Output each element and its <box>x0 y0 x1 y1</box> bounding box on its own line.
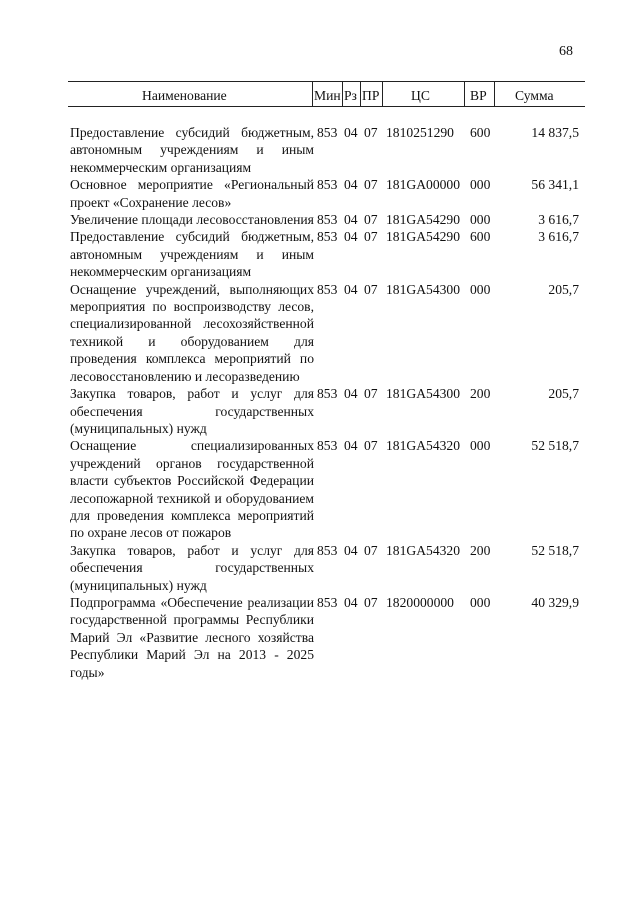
row-min: 853 <box>317 125 338 140</box>
row-pr: 07 <box>364 212 378 228</box>
column-divider <box>342 81 343 107</box>
row-rz: 04 <box>344 438 358 454</box>
row-vr: 200 <box>470 542 491 558</box>
column-divider <box>494 81 495 107</box>
header-cs: ЦС <box>411 88 430 103</box>
row-name: Основное мероприятие «Региональный проект «Сохранение лесов» <box>70 177 314 210</box>
row-min: 853 <box>317 594 338 610</box>
row-min: 853 <box>317 386 338 402</box>
header-vr: ВР <box>470 88 487 103</box>
table-row <box>0 542 639 594</box>
row-rz: 04 <box>344 229 358 245</box>
row-pr: 07 <box>364 281 378 297</box>
table-row <box>0 594 639 681</box>
row-sum: 56 341,1 <box>531 177 579 193</box>
row-pr: 07 <box>364 542 378 558</box>
row-min: 853 <box>317 542 338 558</box>
row-pr: 07 <box>364 229 378 245</box>
row-cs: 181GA54300 <box>386 281 461 297</box>
row-rz: 04 <box>344 594 358 610</box>
row-cs: 181GA54290 <box>386 229 461 245</box>
row-min: 853 <box>317 177 338 193</box>
table-row <box>0 211 639 228</box>
row-pr: 07 <box>364 594 378 610</box>
column-divider <box>312 81 313 107</box>
row-cs: 1810251290 <box>386 125 454 140</box>
row-cs: 181GA00000 <box>386 177 461 193</box>
row-cs: 181GA54300 <box>386 386 461 402</box>
page-number: 68 <box>559 44 573 59</box>
row-vr: 000 <box>470 281 491 297</box>
row-name: Предоставление субсидий бюджетным, автономным учреждениям и иным некоммерческим организациям <box>70 125 314 175</box>
row-pr: 07 <box>364 125 378 140</box>
row-vr: 200 <box>470 386 491 402</box>
row-name: Закупка товаров, работ и услуг для обеспечения государственных (муниципальных) нужд <box>70 386 314 436</box>
row-sum: 40 329,9 <box>531 594 579 610</box>
row-sum: 14 837,5 <box>531 125 579 140</box>
row-name: Оснащение специализированных учреждений органов государственной власти субъектов Российской Федерации лесопожарной техникой и оборудованием для проведения комплекса мероприятий по охране лесов от пожаров <box>70 438 314 541</box>
column-divider <box>360 81 361 107</box>
row-name: Предоставление субсидий бюджетным, автономным учреждениям и иным некоммерческим организациям <box>70 229 314 280</box>
row-name: Подпрограмма «Обеспечение реализации государственной программы Республики Марий Эл «Развитие лесного хозяйства Республики Марий Эл на 2013 - 2025 годы» <box>70 594 314 680</box>
row-pr: 07 <box>364 177 378 193</box>
row-rz: 04 <box>344 212 358 228</box>
header-rz: Рз <box>344 88 357 103</box>
table-row <box>0 124 639 176</box>
row-sum: 3 616,7 <box>538 229 579 245</box>
column-divider <box>464 81 465 107</box>
row-sum: 52 518,7 <box>531 542 579 558</box>
header-min: Мин <box>314 88 341 103</box>
row-min: 853 <box>317 212 338 228</box>
row-vr: 600 <box>470 125 491 140</box>
row-sum: 3 616,7 <box>538 212 579 228</box>
row-sum: 205,7 <box>548 386 579 402</box>
row-name: Закупка товаров, работ и услуг для обеспечения государственных (муниципальных) нужд <box>70 542 314 593</box>
row-sum: 52 518,7 <box>531 438 579 454</box>
row-sum: 205,7 <box>548 281 579 297</box>
row-pr: 07 <box>364 438 378 454</box>
row-rz: 04 <box>344 386 358 402</box>
header-name: Наименование <box>142 88 227 103</box>
table-row <box>0 385 639 437</box>
row-vr: 000 <box>470 438 491 454</box>
row-min: 853 <box>317 281 338 297</box>
row-name: Оснащение учреждений, выполняющих мероприятия по воспроизводству лесов, специализированной лесохозяйственной техникой и оборудованием для проведения комплекса мероприятий по лесовосстановлению и лесоразведению <box>70 281 314 384</box>
table-row <box>0 437 639 541</box>
table-header-bottom-rule <box>68 106 585 107</box>
row-name: Увеличение площади лесовосстановления <box>70 212 314 228</box>
row-vr: 000 <box>470 594 491 610</box>
row-cs: 181GA54290 <box>386 212 461 228</box>
row-min: 853 <box>317 229 338 245</box>
table-row <box>0 228 639 280</box>
row-vr: 600 <box>470 229 491 245</box>
column-divider <box>382 81 383 107</box>
row-vr: 000 <box>470 177 491 193</box>
table-row <box>0 176 639 211</box>
row-vr: 000 <box>470 212 491 228</box>
row-rz: 04 <box>344 281 358 297</box>
row-cs: 1820000000 <box>386 594 454 610</box>
table-body <box>0 124 639 681</box>
row-rz: 04 <box>344 177 358 193</box>
row-rz: 04 <box>344 125 358 140</box>
table-row <box>0 281 639 385</box>
row-min: 853 <box>317 438 338 454</box>
row-rz: 04 <box>344 542 358 558</box>
header-sum: Сумма <box>515 88 554 103</box>
row-cs: 181GA54320 <box>386 542 461 558</box>
table-header-top-rule <box>68 81 585 82</box>
row-pr: 07 <box>364 386 378 402</box>
row-cs: 181GA54320 <box>386 438 461 454</box>
header-pr: ПР <box>362 88 380 103</box>
